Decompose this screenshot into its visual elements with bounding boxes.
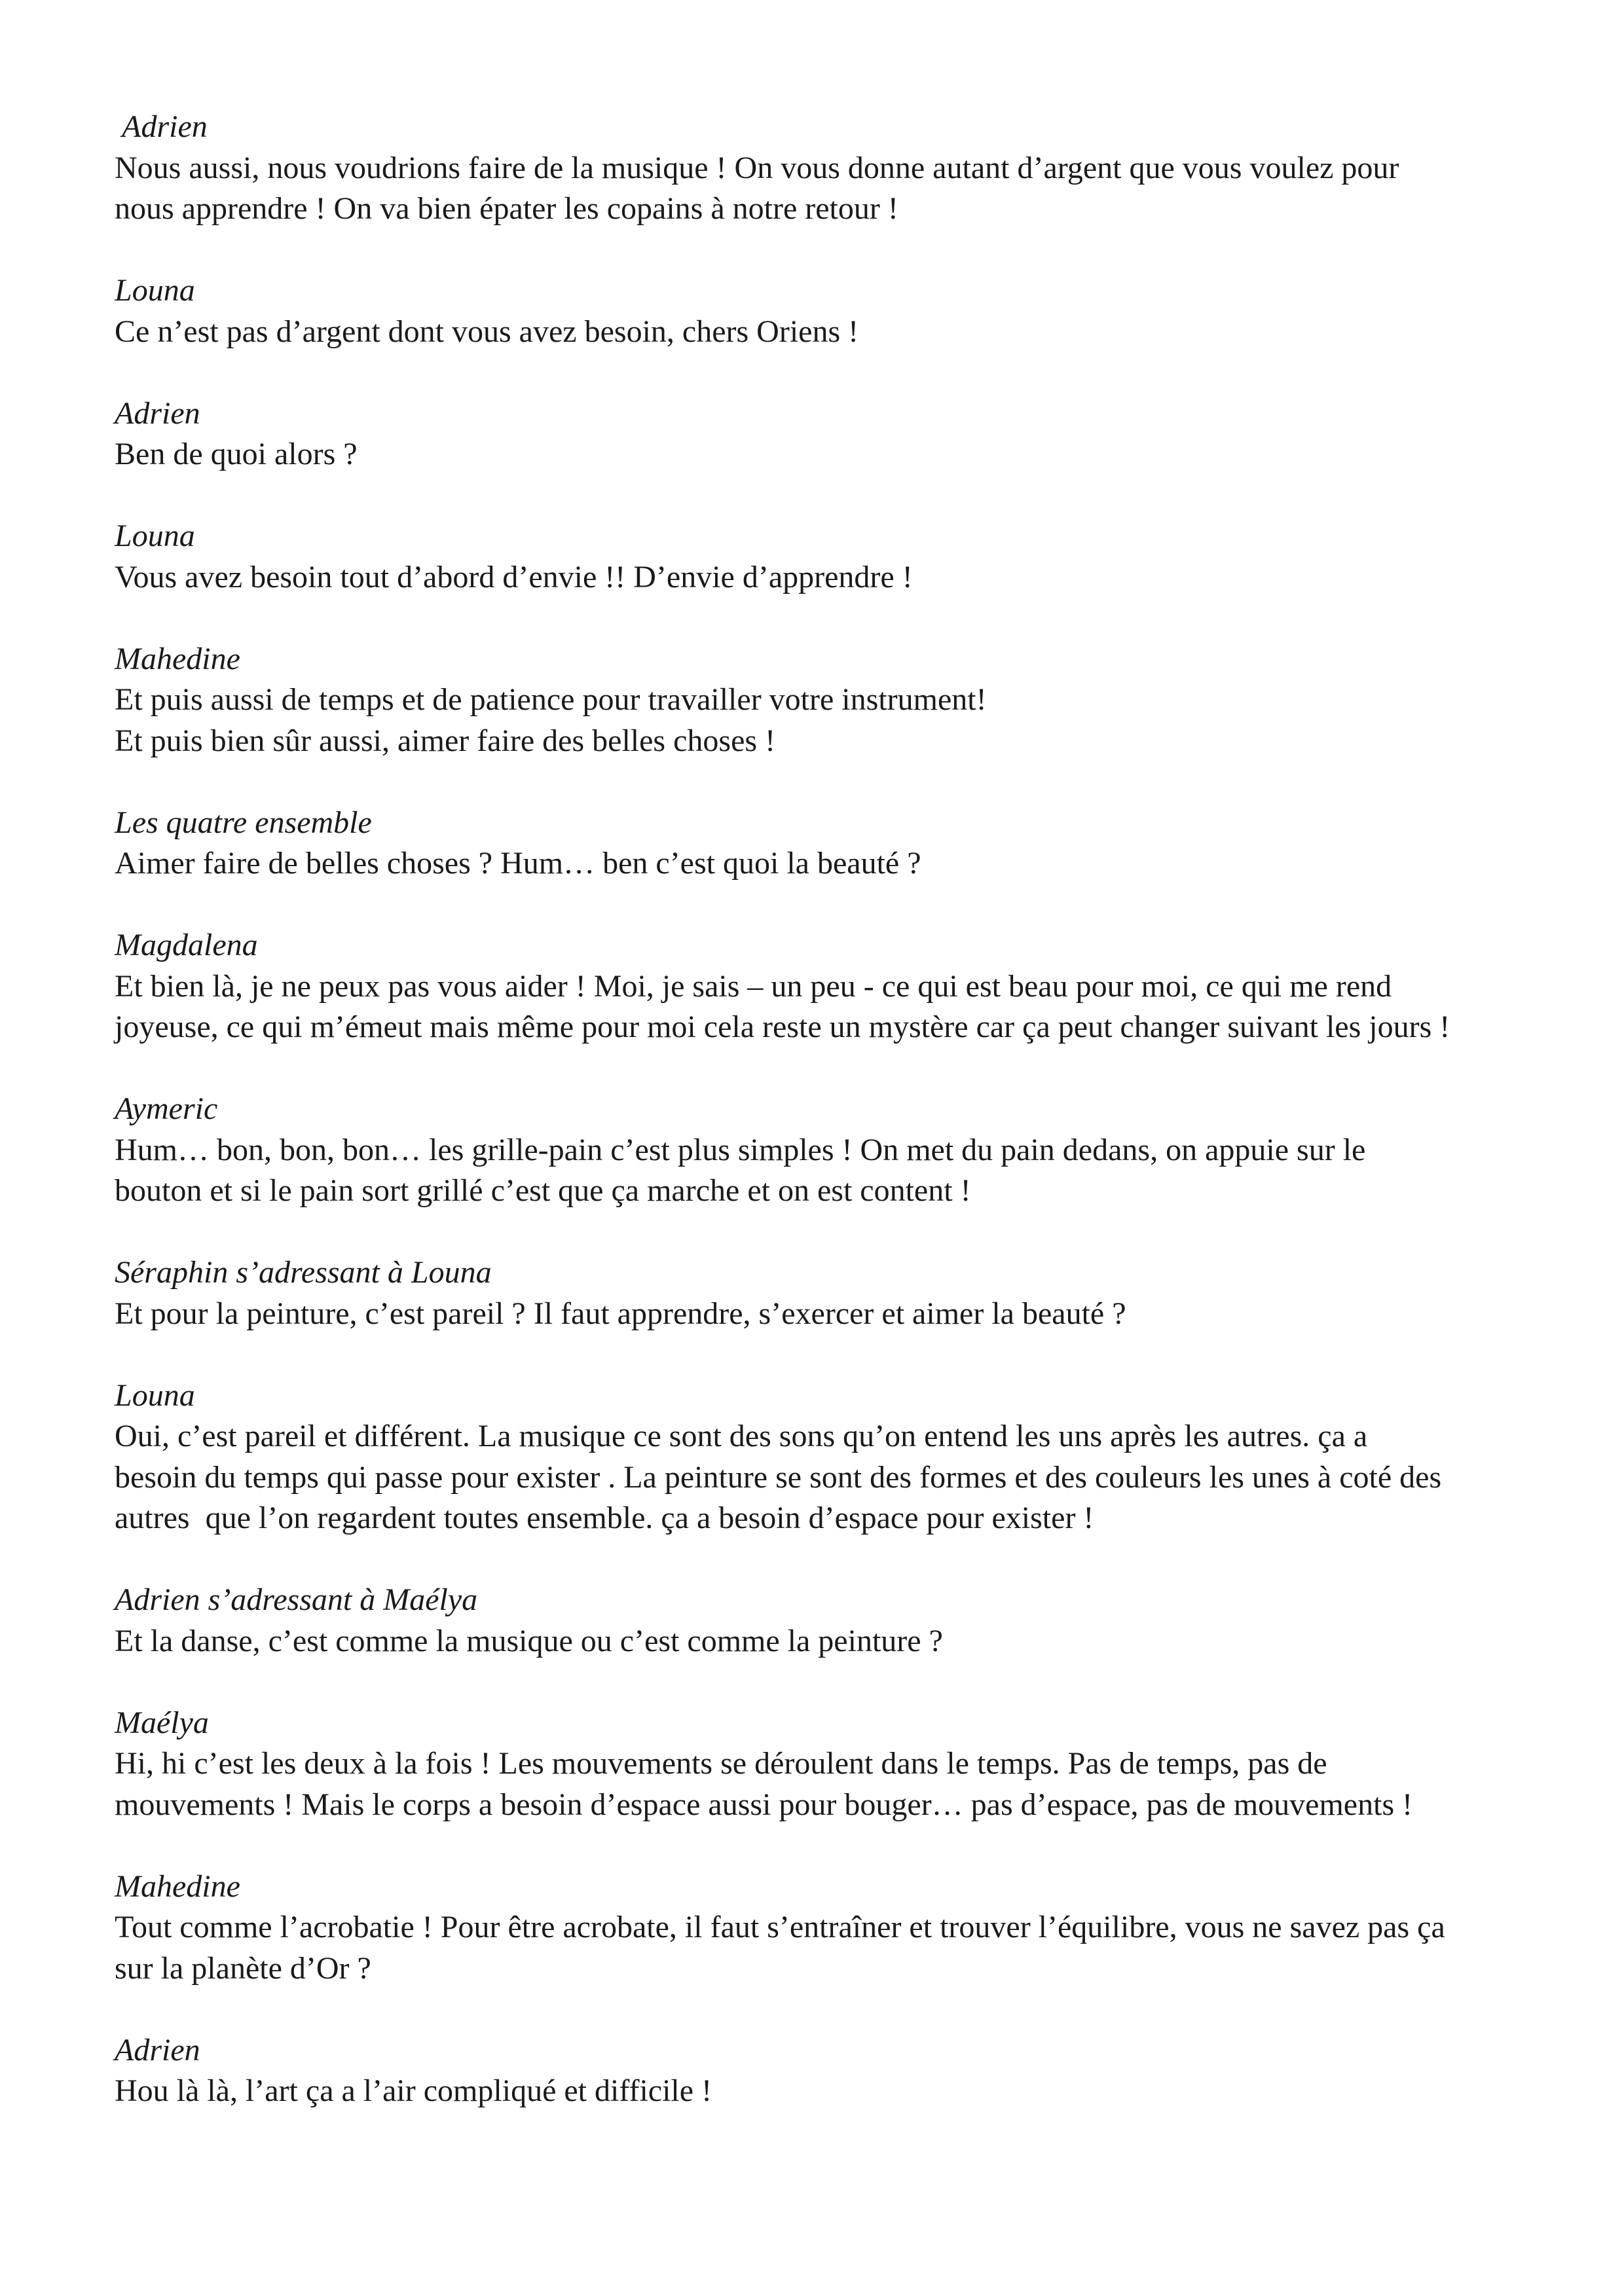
dialogue-line: bouton et si le pain sort grillé c’est que ça marche et on est content ! [115,1173,971,1208]
dialogue-line: Et bien là, je ne peux pas vous aider ! Moi, je sais – un peu - ce qui est beau pour moi, ce qui me rend [115,968,1392,1004]
dialogue-line: Aimer faire de belles choses ? Hum… ben c’est quoi la beauté ? [115,846,921,881]
speaker-name: Adrien [115,395,200,431]
dialogue-line: sur la planète d’Or ? [115,1950,371,1986]
dialogue-block-5 [115,639,1529,762]
dialogue-block-6 [115,803,1529,884]
dialogue-block-7 [115,925,1529,1048]
script-page [115,107,1529,2153]
speaker-name: Séraphin s’adressant à Louna [115,1255,492,1290]
dialogue-line: Nous aussi, nous voudrions faire de la musique ! On vous donne autant d’argent que vous voulez pour [115,150,1399,185]
dialogue-line: Hou là là, l’art ça a l’air compliqué et difficile ! [115,2073,712,2108]
dialogue-line: Et puis bien sûr aussi, aimer faire des belles choses ! [115,723,776,758]
dialogue-line: besoin du temps qui passe pour exister . La peinture se sont des formes et des couleurs les unes à coté des [115,1459,1442,1495]
dialogue-block-9 [115,1252,1529,1334]
speaker-name: Louna [115,273,195,308]
dialogue-line: Et pour la peinture, c’est pareil ? Il faut apprendre, s’exercer et aimer la beauté ? [115,1296,1126,1331]
dialogue-line: Oui, c’est pareil et différent. La musique ce sont des sons qu’on entend les uns après les autres. ça a [115,1419,1368,1453]
dialogue-line: Hum… bon, bon, bon… les grille-pain c’est plus simples ! On met du pain dedans, on appuie sur le [115,1132,1366,1167]
dialogue-line: Et puis aussi de temps et de patience pour travailler votre instrument! [115,682,987,717]
dialogue-line: Hi, hi c’est les deux à la fois ! Les mouvements se déroulent dans le temps. Pas de temps, pas de [115,1746,1327,1781]
speaker-name: Mahedine [115,641,240,676]
dialogue-line: autres que l’on regardent toutes ensemble. ça a besoin d’espace pour exister ! [115,1501,1094,1535]
dialogue-block-8 [115,1089,1529,1212]
speaker-name: Louna [115,519,195,553]
dialogue-line: Ce n’est pas d’argent dont vous avez besoin, chers Oriens ! [115,314,859,349]
dialogue-block-3 [115,393,1529,475]
dialogue-line: Tout comme l’acrobatie ! Pour être acrobate, il faut s’entraîner et trouver l’équilibre, vous ne savez pas ça [115,1910,1445,1944]
dialogue-line: nous apprendre ! On va bien épater les copains à notre retour ! [115,191,898,226]
speaker-name: Adrien [115,109,208,144]
speaker-name: Adrien s’adressant à Maélya [115,1582,478,1617]
dialogue-block-14 [115,2030,1529,2112]
dialogue-line: joyeuse, ce qui m’émeut mais même pour moi cela reste un mystère car ça peut changer suivant les jours ! [115,1010,1450,1044]
dialogue-block-1 [115,107,1529,230]
speaker-name: Louna [115,1377,195,1413]
speaker-name: Aymeric [115,1091,218,1126]
dialogue-block-2 [115,270,1529,352]
speaker-name: Les quatre ensemble [115,805,372,840]
speaker-name: Magdalena [115,928,258,962]
dialogue-line: mouvements ! Mais le corps a besoin d’espace aussi pour bouger… pas d’espace, pas de mouvements ! [115,1787,1413,1822]
speaker-name: Adrien [115,2032,200,2068]
dialogue-line: Et la danse, c’est comme la musique ou c’est comme la peinture ? [115,1623,943,1658]
dialogue-block-10 [115,1376,1529,1539]
dialogue-block-4 [115,516,1529,598]
dialogue-block-11 [115,1580,1529,1662]
dialogue-line: Ben de quoi alors ? [115,437,358,471]
speaker-name: Maélya [115,1705,209,1740]
speaker-name: Mahedine [115,1868,240,1904]
dialogue-block-13 [115,1867,1529,1990]
dialogue-block-12 [115,1703,1529,1826]
dialogue-line: Vous avez besoin tout d’abord d’envie !! D’envie d’apprendre ! [115,559,913,594]
